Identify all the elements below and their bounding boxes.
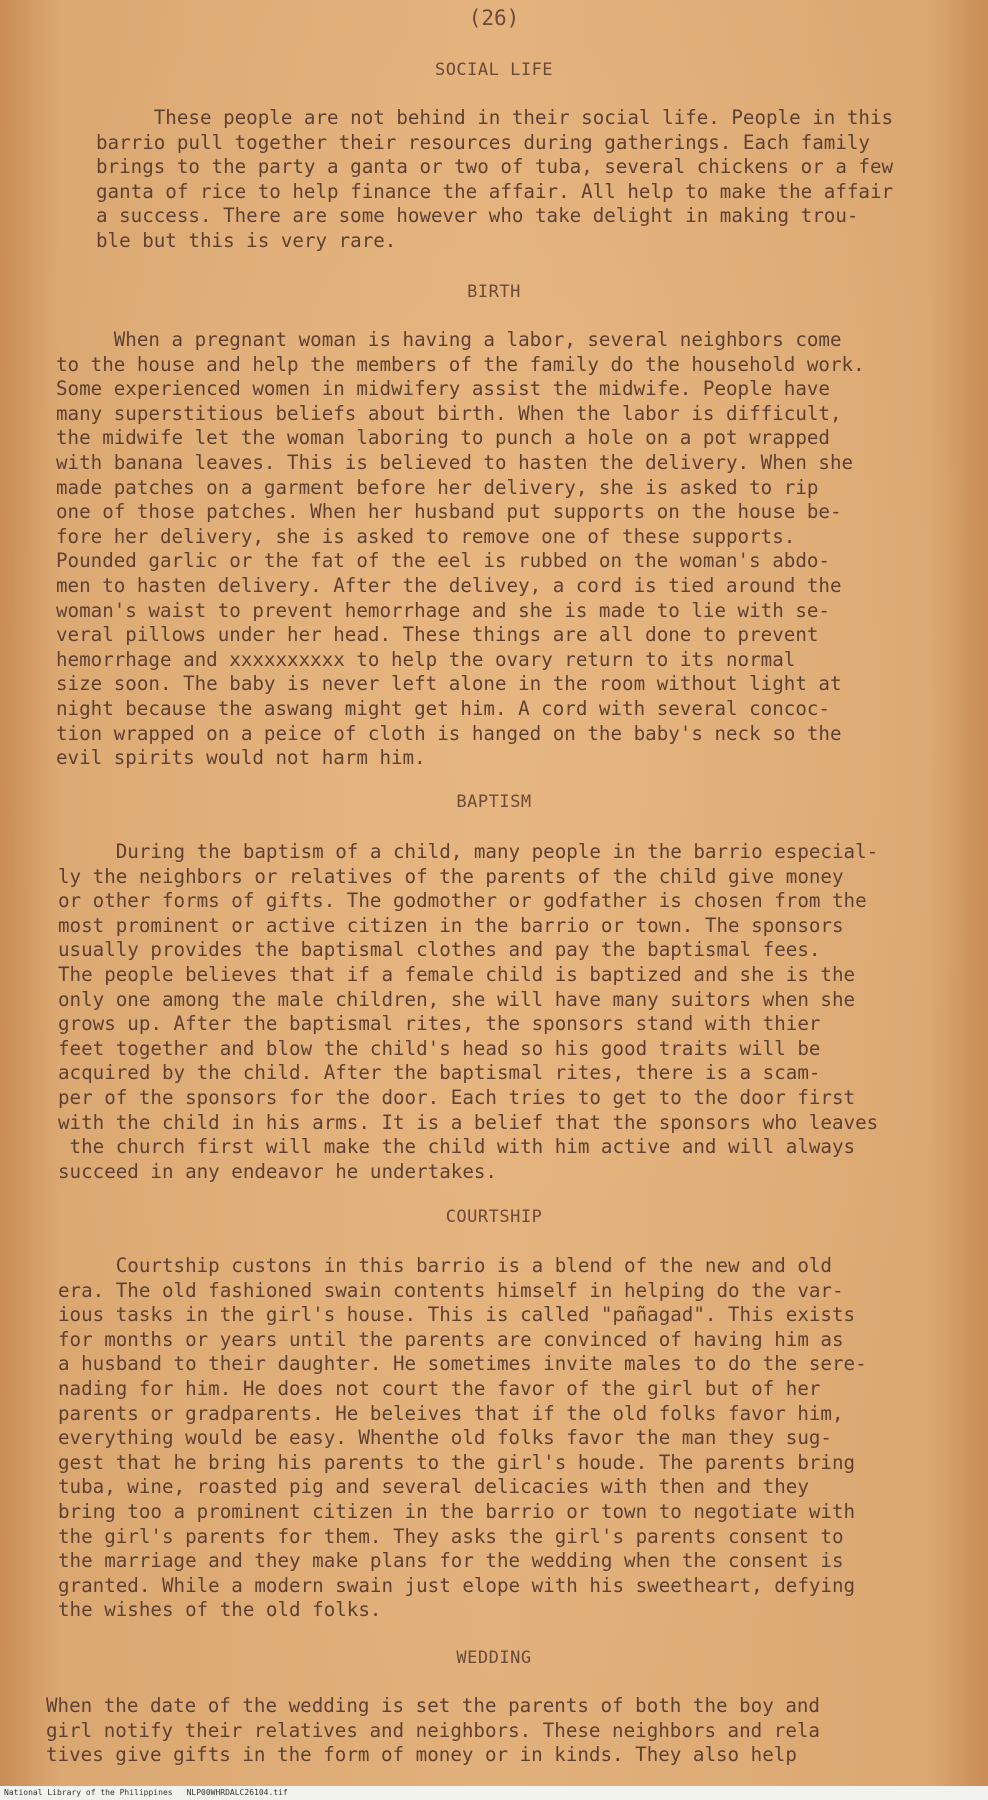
heading-wedding: WEDDING <box>456 1648 532 1668</box>
page-number: (26) <box>468 6 520 30</box>
footer-library: National Library of the Philippines <box>4 1788 173 1797</box>
paragraph-wedding: When the date of the wedding is set the parents of both the boy and girl notify their relatives and neighbors. These neighbors and rela tives give gifts in the form of money or in kinds. They also help <box>46 1694 820 1767</box>
heading-courtship: COURTSHIP <box>445 1207 543 1227</box>
footer-filename: NLP00WHRDALC26104.tif <box>186 1788 288 1797</box>
paragraph-courtship: Courtship custons in this barrio is a blend of the new and old era. The old fashioned swain contents himself in helping do the var- ious tasks in the girl's house. This is called "pañagad". This exists for months or years until the parents are convinced of having him as a husband to their daughter. He sometimes invite males to do the sere- nading for him. He does not court the favor of the girl but of her parents or gradparents. He beleives that if the old folks favor him, everything would be easy. Whenthe old folks favor the man they sug- gest that he bring his parents to the girl's houde. The parents bring tuba, wine, roasted pig and several delicacies with then and they bring too a prominent citizen in the barrio or town to negotiate with the girl's parents for them. They asks the girl's parents consent to the marriage and they make plans for the wedding when the consent is granted. While a modern swain just elope with his sweetheart, defying the wishes of the old folks. <box>58 1254 867 1622</box>
heading-birth: BIRTH <box>467 282 521 302</box>
paragraph-social-life: These people are not behind in their social life. People in this barrio pull together their resources during gatherings. Each family brings to the party a ganta or two of tuba, several chickens or a few ganta of rice to help finance the affair. All help to make the affair a success. There are some however who take delight in making trou- ble but this is very rare. <box>96 106 894 252</box>
paragraph-baptism: During the baptism of a child, many people in the barrio especial- ly the neighbors or relatives of the parents of the child give money or other forms of gifts. The godmother or godfather is chosen from the most prominent or active citizen in the barrio or town. The sponsors usually provides the baptismal clothes and pay the baptismal fees. The people believes that if a female child is baptized and she is the only one among the male children, she will have many suitors when she grows up. After the baptismal rites, the sponsors stand with thier feet together and blow the child's head so his good traits will be acquired by the child. After the baptismal rites, there is a scam- per of the sponsors for the door. Each tries to get to the door first with the child in his arms. It is a belief that the sponsors who leaves the church first will make the child with him active and will always succeed in any endeavor he undertakes. <box>58 840 879 1183</box>
scan-footer <box>0 1786 988 1800</box>
paragraph-birth: When a pregnant woman is having a labor, several neighbors come to the house and help the members of the family do the household work. Some experienced women in midwifery assist the midwife. People have many superstitious beliefs about birth. When the labor is difficult, the midwife let the woman laboring to punch a hole on a pot wrapped with banana leaves. This is believed to hasten the delivery. When she made patches on a garment before her delivery, she is asked to rip one of those patches. When her husband put supports on the house be- fore her delivery, she is asked to remove one of these supports. Pounded garlic or the fat of the eel is rubbed on the woman's abdo- men to hasten delivery. After the delivey, a cord is tied around the woman's waist to prevent hemorrhage and she is made to lie with se- veral pillows under her head. These things are all done to prevent hemorrhage and xxxxxxxxxx to help the ovary return to its normal size soon. The baby is never left alone in the room without light at night because the aswang might get him. A cord with several concoc- tion wrapped on a peice of cloth is hanged on the baby's neck so the evil spirits would not harm him. <box>56 328 865 770</box>
heading-social-life: SOCIAL LIFE <box>434 60 554 80</box>
heading-baptism: BAPTISM <box>456 792 532 812</box>
